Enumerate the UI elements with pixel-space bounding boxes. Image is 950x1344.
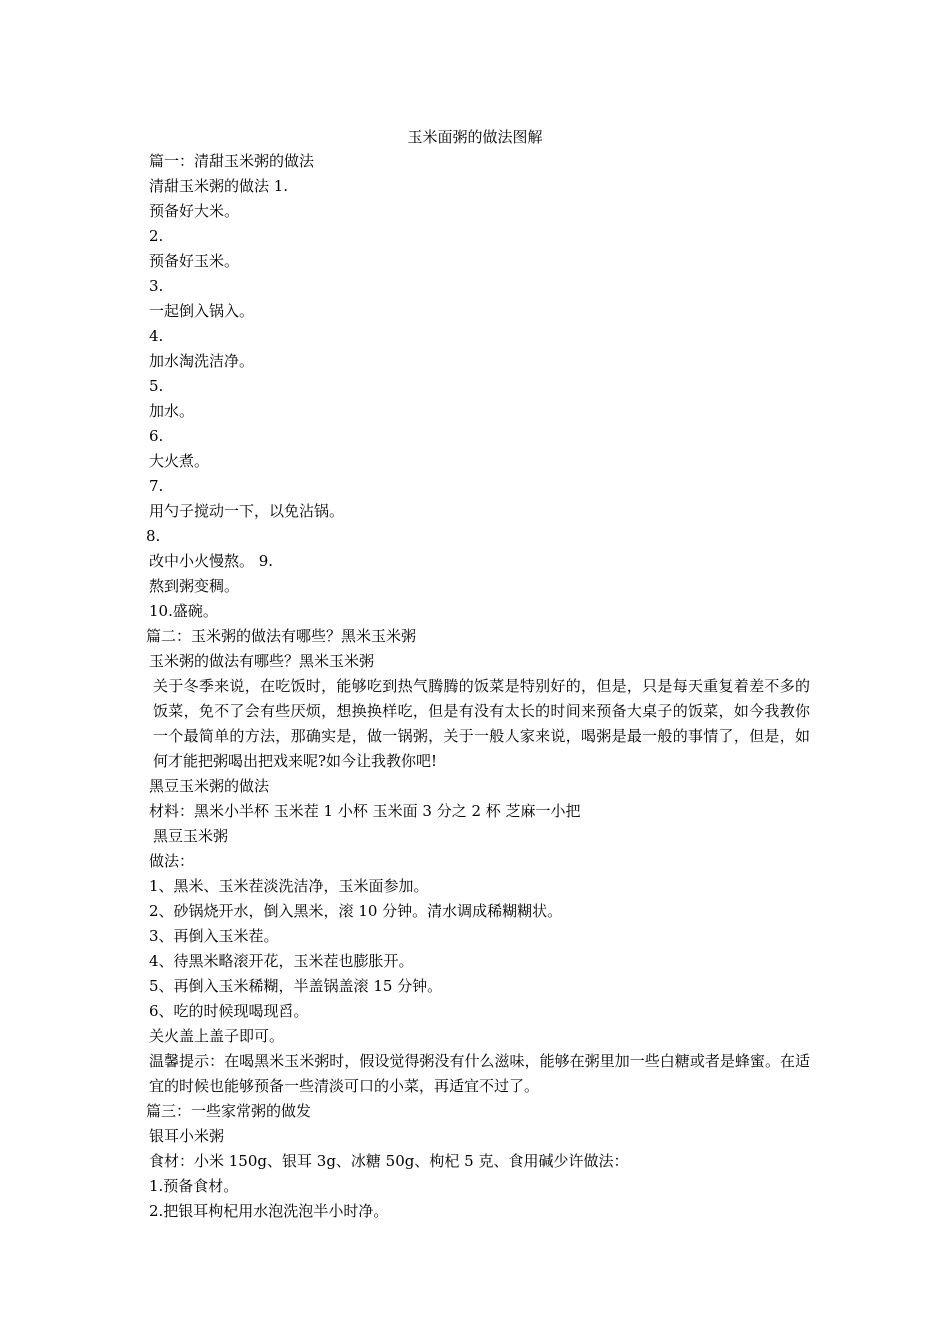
section-1-step: 6. bbox=[149, 427, 164, 445]
section-2-method-label: 做法： bbox=[149, 852, 195, 870]
section-1-heading: 篇一：清甜玉米粥的做法 bbox=[149, 152, 315, 170]
section-2-tip-paragraph: 温馨提示：在喝黑米玉米粥时，假设觉得粥没有什么滋味，能够在粥里加一些白糖或者是蜂蜜。在适宜的时候也能够预备一些清淡可口的小菜，再适宜不过了。 bbox=[149, 1052, 810, 1095]
document-body bbox=[146, 149, 810, 1224]
section-1-step: 一起倒入锅入。 bbox=[149, 302, 255, 320]
section-2-intro-paragraph: 关于冬季来说，在吃饭时，能够吃到热气腾腾的饭菜是特别好的，但是，只是每天重复着差不多的饭菜，免不了会有些厌烦，想换换样吃，但是有没有太长的时间来预备大桌子的饭菜，如今我教你一个最简单的方法，那确实是，做一锅粥，关于一般人家来说，喝粥是最一般的事情了，但是，如何才能把粥喝出把戏来呢?如今让我教你吧! bbox=[153, 677, 810, 770]
section-1-step: 8. bbox=[146, 527, 161, 545]
section-1-step: 加水。 bbox=[149, 402, 195, 420]
section-1-step: 4. bbox=[149, 327, 164, 345]
section-2-method-step: 2、砂锅烧开水，倒入黑米，滚 10 分钟。清水调成稀糊糊状。 bbox=[149, 902, 563, 920]
section-3-step: 1.预备食材。 bbox=[149, 1177, 239, 1195]
section-2-method-step: 6、吃的时候现喝现舀。 bbox=[149, 1002, 309, 1020]
section-2-heading: 篇二：玉米粥的做法有哪些？黑米玉米粥 bbox=[146, 627, 417, 645]
section-1-subheading: 清甜玉米粥的做法 1. bbox=[149, 177, 289, 195]
section-1-step: 2. bbox=[149, 227, 164, 245]
section-1-step: 加水淘洗洁净。 bbox=[149, 352, 255, 370]
section-2-subheading: 玉米粥的做法有哪些？黑米玉米粥 bbox=[149, 652, 375, 670]
section-2-ingredients: 材料：黑米小半杯 玉米茬 1 小杯 玉米面 3 分之 2 杯 芝麻一小把 bbox=[149, 802, 581, 820]
section-2-dish-name: 黑豆玉米粥 bbox=[153, 827, 229, 845]
section-1-step: 5. bbox=[149, 377, 164, 395]
section-1-step: 7. bbox=[149, 477, 164, 495]
section-1-step: 3. bbox=[149, 277, 164, 295]
section-2-recipe-title: 黑豆玉米粥的做法 bbox=[149, 777, 270, 795]
section-3-step: 2.把银耳枸杞用水泡洗泡半小时净。 bbox=[149, 1202, 389, 1220]
section-2-method-step: 1、黑米、玉米茬淡洗洁净，玉米面参加。 bbox=[149, 877, 429, 895]
section-2-method-step: 3、再倒入玉米茬。 bbox=[149, 927, 279, 945]
section-1-step: 用勺子搅动一下，以免沾锅。 bbox=[149, 502, 345, 520]
section-1-step: 预备好玉米。 bbox=[149, 252, 240, 270]
section-2-method-step: 5、再倒入玉米稀糊，半盖锅盖滚 15 分钟。 bbox=[149, 977, 443, 995]
section-2-method-step: 关火盖上盖子即可。 bbox=[149, 1027, 285, 1045]
section-2-method-step: 4、待黑米略滚开花，玉米茬也膨胀开。 bbox=[149, 952, 414, 970]
section-3-recipe-title: 银耳小米粥 bbox=[149, 1127, 225, 1145]
section-1-step: 10.盛碗。 bbox=[149, 602, 218, 620]
document-title: 玉米面粥的做法图解 bbox=[407, 128, 543, 146]
section-1-step: 熬到粥变稠。 bbox=[149, 577, 240, 595]
section-3-heading: 篇三：一些家常粥的做发 bbox=[146, 1102, 312, 1120]
section-1-step: 改中小火慢熬。 9. bbox=[149, 552, 274, 570]
section-3-ingredients: 食材：小米 150g、银耳 3g、冰糖 50g、枸杞 5 克、食用碱少许做法： bbox=[149, 1152, 629, 1170]
section-1-step: 预备好大米。 bbox=[149, 202, 240, 220]
section-1-step: 大火煮。 bbox=[149, 452, 210, 470]
